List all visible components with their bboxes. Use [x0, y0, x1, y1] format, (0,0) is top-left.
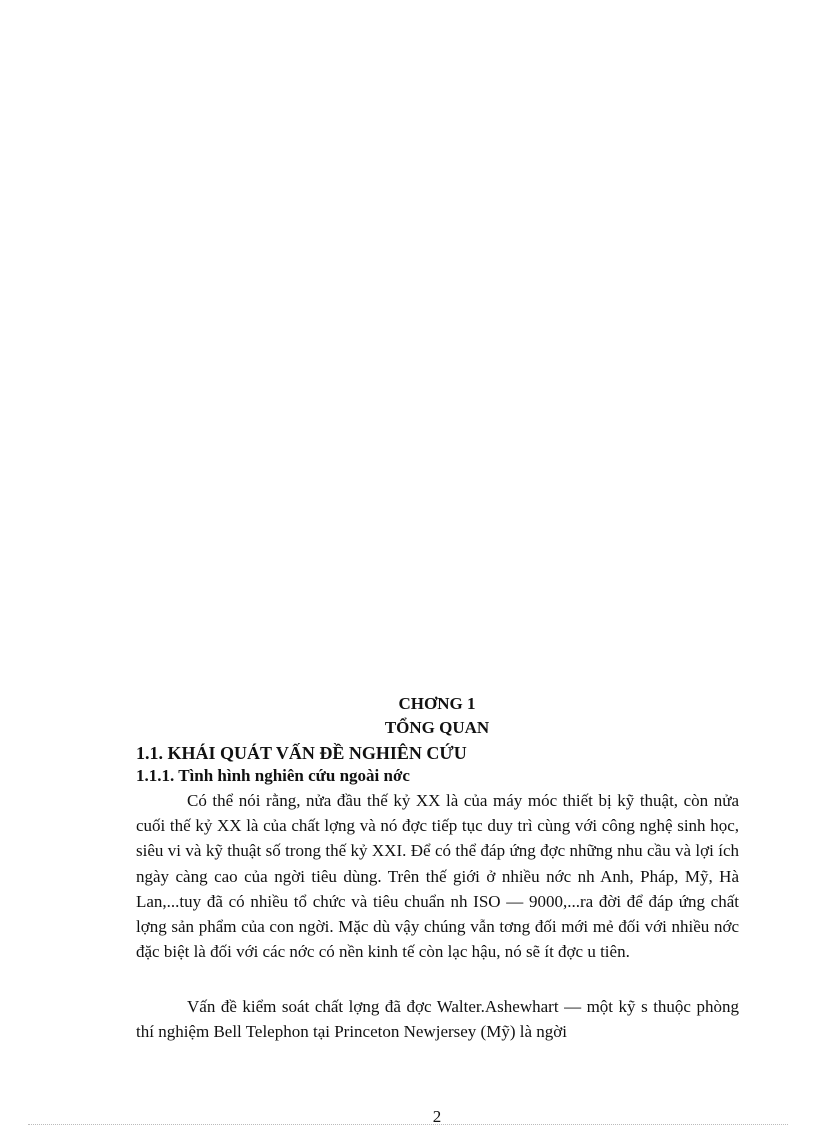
subsection-heading: 1.1.1. Tình hình nghiên cứu ngoài nớc	[136, 766, 410, 785]
chapter-title: TỔNG QUAN	[384, 718, 490, 737]
body-paragraph-1: Có thể nói rằng, nửa đầu thế kỷ XX là của máy móc thiết bị kỹ thuật, còn nửa cuối thế kỷ XX là của chất lợng và nó đợc tiếp tục duy trì cùng với công nghệ sinh học, siêu vi và kỹ thuật số trong thế kỷ XXI. Để có thể đáp ứng đợc những nhu cầu và lợi ích ngày càng cao của ngời tiêu dùng. Trên thế giới ở nhiều nớc nh Anh, Pháp, Mỹ, Hà Lan,...tuy đã có nhiều tổ chức và tiêu chuẩn nh ISO — 9000,...ra đời để đáp ứng chất lợng sản phẩm của con ngời. Mặc dù vậy chúng vẫn tơng đối mới mẻ đối với nhiều nớc đặc biệt là đối với các nớc có nền kinh tế còn lạc hậu, nó sẽ ít đợc u tiên.	[136, 791, 739, 962]
section-heading: 1.1. KHÁI QUÁT VẤN ĐỀ NGHIÊN CỨU	[136, 743, 467, 763]
page-number: 2	[432, 1107, 442, 1126]
footer-divider	[28, 1124, 788, 1125]
chapter-label: CHƠNG 1	[398, 694, 476, 713]
body-paragraph-2: Vấn đề kiểm soát chất lợng đã đợc Walter.Ashewhart — một kỹ s thuộc phòng thí nghiệm Bell Telephon tại Princeton Newjersey (Mỹ) là ngời	[136, 997, 739, 1042]
